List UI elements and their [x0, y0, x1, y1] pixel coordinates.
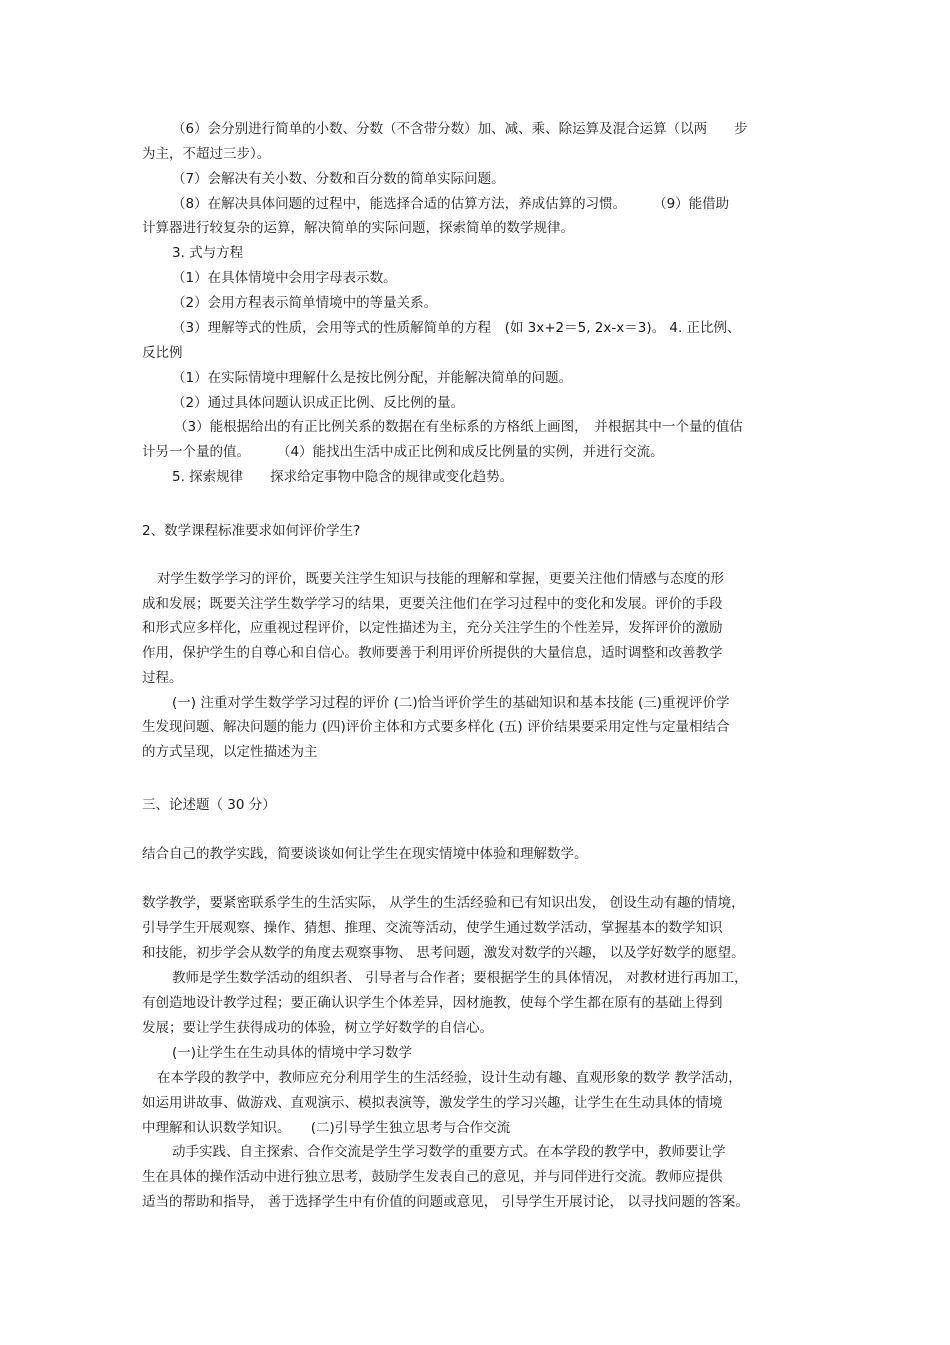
text-line: 中理解和认识数学知识。 (二)引导学生独立思考与合作交流	[142, 1120, 511, 1136]
section-heading: 5. 探索规律 探求给定事物中隐含的规律或变化趋势。	[172, 469, 514, 485]
text-line: 生发现问题、解决问题的能力 (四)评价主体和方式要多样化 (五) 评价结果要采用定性与定量相结合	[142, 719, 730, 735]
text-line: 在本学段的教学中，教师应充分利用学生的生活经验，设计生动有趣、直观形象的数学 教学活动，	[157, 1070, 742, 1086]
text-line: 生在具体的操作活动中进行独立思考，鼓励学生发表自己的意见，并与同伴进行交流。教师应提供	[142, 1169, 723, 1185]
text-line: 为主，不超过三步）。	[142, 146, 271, 162]
section-heading: 三、论述题（ 30 分）	[142, 797, 276, 813]
text-line: （8）在解决具体问题的过程中，能选择合适的估算方法，养成估算的习惯。 （9）能借助	[172, 196, 730, 212]
subsection-heading: (一)让学生在生动具体的情境中学习数学	[172, 1045, 413, 1061]
text-line: 动手实践、自主探索、合作交流是学生学习数学的重要方式。在本学段的教学中，教师要让学	[172, 1144, 726, 1160]
text-line: 引导学生开展观察、操作、猜想、推理、交流等活动，使学生通过数学活动，掌握基本的数学知识	[142, 920, 723, 936]
text-line: 发展；要让学生获得成功的体验，树立学好数学的自信心。	[142, 1020, 493, 1036]
text-line: 如运用讲故事、做游戏、直观演示、模拟表演等，激发学生的学习兴趣，让学生在生动具体的情境	[142, 1095, 723, 1111]
text-line: 对学生数学学习的评价，既要关注学生知识与技能的理解和掌握，更要关注他们情感与态度的形	[157, 571, 724, 587]
text-line: 适当的帮助和指导， 善于选择学生中有价值的问题或意见， 引导学生开展讨论， 以寻找问题的答案。	[142, 1194, 749, 1210]
text-line: （7）会解决有关小数、分数和百分数的简单实际问题。	[172, 171, 505, 187]
text-line: 有创造地设计教学过程；要正确认识学生个体差异，因材施教，使每个学生都在原有的基础上得到	[142, 995, 723, 1011]
text-line: 作用，保护学生的自尊心和自信心。教师要善于利用评价所提供的大量信息，适时调整和改善教学	[142, 645, 723, 661]
text-line: （2）通过具体问题认识成正比例、反比例的量。	[172, 395, 465, 411]
text-line: （3）能根据给出的有正比例关系的数据在有坐标系的方格纸上画图， 并根据其中一个量的值估	[174, 419, 743, 435]
text-line: （6）会分别进行简单的小数、分数（不含带分数）加、减、乘、除运算及混合运算（以两 步	[172, 121, 748, 137]
text-line: 教师是学生数学活动的组织者、 引导者与合作者；要根据学生的具体情况， 对教材进行再加工，	[172, 970, 748, 986]
text-line: 计算器进行较复杂的运算，解决简单的实际问题，探索简单的数学规律。	[142, 220, 574, 236]
text-line: （1）在具体情境中会用字母表示数。	[172, 270, 397, 286]
text-line: 过程。	[142, 670, 183, 686]
text-line: 成和发展；既要关注学生数学学习的结果，更要关注他们在学习过程中的变化和发展。评价的手段	[142, 596, 723, 612]
text-line: （3）理解等式的性质，会用等式的性质解简单的方程 (如 3x+2＝5, 2x-x＝3)。 4. 正比例、	[172, 320, 741, 336]
section-heading: 3. 式与方程	[172, 245, 244, 261]
text-line: （2）会用方程表示简单情境中的等量关系。	[172, 295, 438, 311]
text-line: 反比例	[142, 345, 183, 361]
text-line: （1）在实际情境中理解什么是按比例分配，并能解决简单的问题。	[172, 370, 573, 386]
text-line: (一) 注重对学生数学学习过程的评价 (二)恰当评价学生的基础知识和基本技能 (三)重视评价学	[172, 695, 730, 711]
text-line: 的方式呈现，以定性描述为主	[142, 744, 318, 760]
text-line: 数学教学，要紧密联系学生的生活实际， 从学生的生活经验和已有知识出发， 创设生动有趣的情境，	[142, 895, 745, 911]
text-line: 和技能，初步学会从数学的角度去观察事物、 思考问题，激发对数学的兴趣， 以及学好数学的愿望。	[142, 945, 745, 961]
question-heading: 结合自己的教学实践，简要谈谈如何让学生在现实情境中体验和理解数学。	[142, 846, 588, 862]
text-line: 计另一个量的值。 （4）能找出生活中成正比例和成反比例量的实例，并进行交流。	[142, 444, 664, 460]
text-line: 和形式应多样化，应重视过程评价，以定性描述为主，充分关注学生的个性差异，发挥评价的激励	[142, 620, 723, 636]
question-heading: 2、数学课程标准要求如何评价学生?	[142, 523, 361, 539]
